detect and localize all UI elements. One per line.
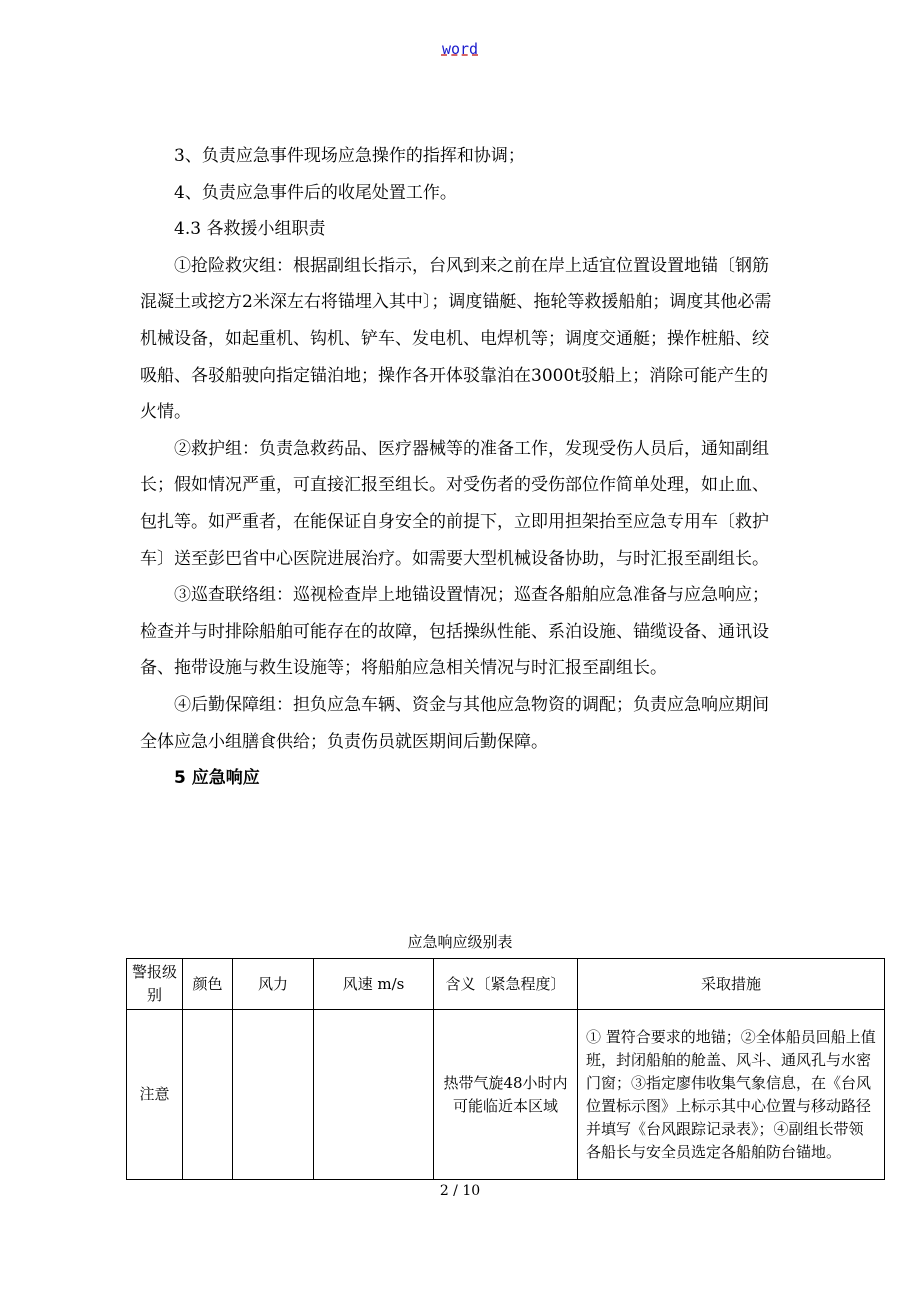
header-meaning: 含义〔紧急程度〕 <box>434 959 578 1010</box>
cell-level: 注意 <box>127 1010 183 1180</box>
paragraph-item-4: 4、负责应急事件后的收尾处置工作。 <box>174 182 457 203</box>
header-label[interactable]: word <box>441 40 479 58</box>
header-color: 颜色 <box>183 959 233 1010</box>
cell-wind-force <box>233 1010 314 1180</box>
header-wind-speed: 风速 m/s <box>314 959 434 1010</box>
table-row <box>127 1010 885 1180</box>
cell-wind-speed <box>314 1010 434 1180</box>
paragraph-medical-team: ②救护组：负责急救药品、医疗器械等的准备工作，发现受伤人员后，通知副组长；假如情况严重，可直接汇报至组长。对受伤者的受伤部位作简单处理，如止血、包扎等。如严重者，在能保证自身安全的前提下，立即用担架抬至应急专用车〔救护车〕送至彭巴省中心医院进展治疗。如需要大型机械设备协助，与时汇报至副组长。 <box>140 438 769 569</box>
header-measures: 采取措施 <box>578 959 885 1010</box>
page-header <box>0 40 920 58</box>
header-wind-force: 风力 <box>233 959 314 1010</box>
document-body <box>140 138 780 797</box>
paragraph-patrol-team: ③巡查联络组：巡视检查岸上地锚设置情况；巡查各船舶应急准备与应急响应；检查并与时排除船舶可能存在的故障，包括操纵性能、系泊设施、锚缆设备、通讯设备、拖带设施与救生设施等；将船舶应急相关情况与时汇报至副组长。 <box>140 585 769 679</box>
header-level: 警报级别 <box>127 959 183 1010</box>
subsection-heading: 4.3 各救援小组职责 <box>174 219 326 240</box>
cell-meaning: 热带气旋48小时内可能临近本区域 <box>434 1010 578 1180</box>
table-header-row <box>127 959 885 1010</box>
paragraph-item-3: 3、负责应急事件现场应急操作的指挥和协调； <box>174 146 525 166</box>
section-title: 5 应急响应 <box>174 768 260 789</box>
cell-measures: ① 置符合要求的地锚；②全体船员回船上值班，封闭船舶的舱盖、风斗、通风孔与水密门窗；③指定廖伟收集气象信息，在《台风位置标示图》上标示其中心位置与移动路径并填写《台风跟踪记录表》；④副组长带领各船长与安全员选定各船舶防台锚地。 <box>578 1010 885 1180</box>
table-title: 应急响应级别表 <box>407 933 513 951</box>
paragraph-logistics-team: ④后勤保障组：担负应急车辆、资金与其他应急物资的调配；负责应急响应期间全体应急小组膳食供给；负责伤员就医期间后勤保障。 <box>140 694 769 752</box>
paragraph-rescue-team: ①抢险救灾组：根据副组长指示，台风到来之前在岸上适宜位置设置地锚〔钢筋混凝土或挖方2米深左右将锚埋入其中〕；调度锚艇、拖轮等救援船舶；调度其他必需机械设备，如起重机、钩机、铲车、发电机、电焊机等；调度交通艇；操作桩船、绞吸船、各驳船驶向指定锚泊地；操作各开体驳靠泊在3000t驳船上；消除可能产生的火情。 <box>140 255 772 423</box>
cell-color <box>183 1010 233 1180</box>
page-number: 2 / 10 <box>439 1183 481 1199</box>
response-level-table <box>126 958 885 1180</box>
